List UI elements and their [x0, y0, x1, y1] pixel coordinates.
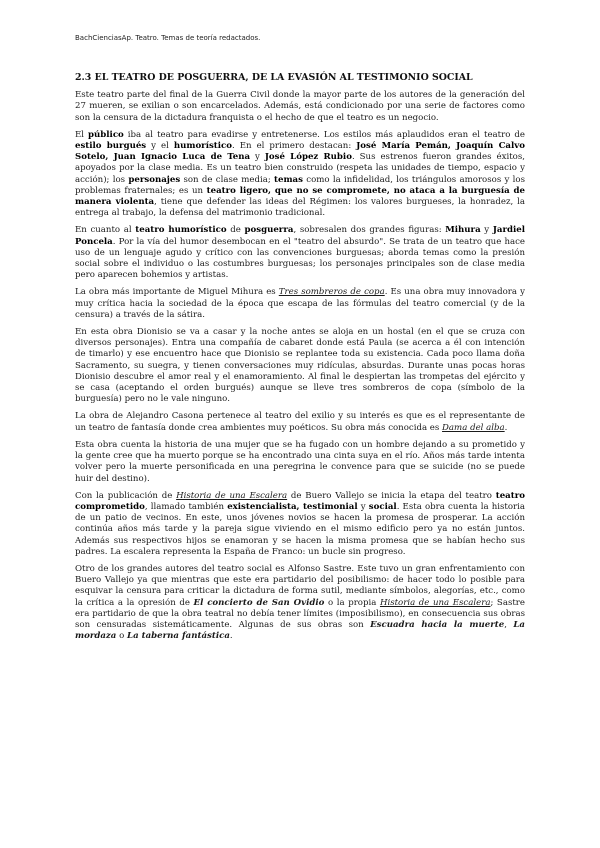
- text-run: como la infidelidad, los triángulos amorosos y los problemas fraternales; es un: [75, 174, 525, 196]
- text-run: .: [504, 422, 508, 433]
- text-run: y: [250, 152, 265, 163]
- text-run: La obra de Alejandro Casona pertenece al teatro del exilio y su interés es que es el representante de un teatro de fantasía donde crea ambientes muy poéticos. Su obra más conocida es: [75, 411, 525, 433]
- bold-text: Jardiel Poncela: [75, 225, 525, 247]
- text-run: o: [116, 631, 128, 642]
- text-run: de Buero Vallejo se inicia la etapa del teatro: [287, 490, 496, 501]
- text-run: . Esta obra cuenta la historia de un patio de vecinos. En este, unos jóvenes novios se hacen la promesa de prosperar. La acción continúa años más tarde y la pareja sigue viviendo en el mismo edificio pero ya no están juntos. Además sus respectivos hijos se enamoran y se hacen la misma promesa que se habían hecho sus padres. La escalera representa la España de Franco: un bucle sin progreso.: [75, 501, 526, 557]
- bold-text: público: [88, 129, 124, 140]
- text-run: El: [75, 129, 89, 140]
- paragraph-1: Este teatro parte del final de la Guerra Civil donde la mayor parte de los autores de la generación del 27 mueren, se exilian o son encarcelados. Además, está condicionado por una serie de factores como son la censura de la dictadura franquista o el hecho de que el teatro es un negocio.: [75, 90, 525, 123]
- paragraph-7: Esta obra cuenta la historia de una mujer que se ha fugado con un hombre dejando a su prometido y la gente cree que ha muerto porque se ha encontrado una cinta suya en el río. Años más tarde intenta volver pero la muerte personificada en una peregrina le convence para que se suicide (no se puede huir del destino).: [75, 439, 525, 484]
- work-title: El concierto de San Ovidio: [193, 597, 325, 608]
- text-run: o la propia: [324, 597, 380, 608]
- work-title: Dama del alba: [442, 422, 505, 433]
- bold-text: José María Pemán, Joaquín Calvo Sotelo, Juan Ignacio Luca de Tena: [75, 141, 525, 163]
- text-run: . Es una obra muy innovadora y muy crítica hacia la sociedad de la época que escapa de las fórmulas del teatro comercial (y de la censura) a través de la sátira.: [75, 287, 525, 320]
- bold-text: humorístico: [173, 141, 233, 152]
- text-run: . Por la vía del humor desembocan en el "teatro del absurdo". Se trata de un teatro que hace uso de un lenguaje agudo y crítico con las convenciones burguesas; aborda temas como la presión social sobre el individuo o las costumbres burguesas; los personajes principales son de clase media pero aparecen bohemios y artistas.: [75, 236, 525, 281]
- paragraph-8: [75, 491, 525, 558]
- text-run: Con la publicación de: [75, 490, 177, 501]
- text-run: Otro de los grandes autores del teatro social es Alfonso Sastre. Este tuvo un gran enfrentamiento con Buero Vallejo ya que mientras que este era partidario del posibilismo: de hacer todo lo posible para esquivar la censura para criticar la dictadura de forma sutil, mediante símbolos, alegorías, etc., como la crítica a la opresión de: [75, 563, 525, 608]
- bold-text: temas: [274, 174, 303, 185]
- text-run: ; Sastre era partidario de que la obra teatral no debía tener límites (imposibilismo), en consecuencia sus obras son censuradas sistemáticamente. Algunas de sus obras son: [75, 597, 526, 630]
- bold-text: personajes: [128, 174, 181, 185]
- paragraph-4: [75, 287, 525, 321]
- paragraph-2: [75, 130, 525, 220]
- text-run: de: [226, 225, 245, 236]
- paragraph-6: [75, 411, 525, 433]
- text-run: En cuanto al: [75, 225, 136, 236]
- document-body: [75, 72, 525, 648]
- bold-text: Mihura: [445, 225, 481, 236]
- text-run: y: [357, 501, 369, 512]
- text-run: La obra más importante de Miguel Mihura es: [75, 287, 279, 298]
- text-run: , tiene que defender las ideas del Régimen: los valores burgueses, la honradez, la entrega al trabajo, la defensa del matrimonio tradicional.: [75, 197, 525, 219]
- work-title: Tres sombreros de copa: [278, 287, 385, 298]
- bold-text: teatro humorístico: [135, 225, 227, 236]
- text-run: , sobresalen dos grandes figuras:: [293, 225, 446, 236]
- text-run: y el: [146, 141, 174, 152]
- text-run: . En el primero destacan:: [232, 141, 357, 152]
- text-run: son de clase media;: [180, 174, 275, 185]
- section-title: 2.3 EL TEATRO DE POSGUERRA, DE LA EVASIÓN AL TESTIMONIO SOCIAL: [75, 72, 473, 83]
- bold-text: estilo burgués: [75, 141, 147, 152]
- work-title: La taberna fantástica: [127, 631, 230, 642]
- bold-text: José López Rubio: [264, 152, 352, 163]
- bold-text: teatro comprometido: [75, 490, 525, 512]
- text-run: ,: [504, 619, 514, 630]
- text-run: , llamado también: [144, 501, 228, 512]
- text-run: .: [229, 631, 233, 642]
- text-run: y: [480, 225, 493, 236]
- paragraph-3: [75, 225, 525, 281]
- work-title: Escuadra hacia la muerte: [370, 619, 505, 630]
- work-title: Historia de una Escalera: [176, 490, 288, 501]
- bold-text: posguerra: [244, 225, 294, 236]
- text-run: . Sus estrenos fueron grandes éxitos, apoyados por la clase media. Es un teatro bien construido (respeta las unidades de tiempo, espacio y acción); los: [75, 152, 525, 185]
- bold-text: social: [368, 501, 397, 512]
- bold-text: existencialista, testimonial: [227, 501, 358, 512]
- paragraph-9: [75, 564, 525, 642]
- bold-text: teatro ligero, que no se compromete, no ataca a la burguesía de manera violenta: [75, 185, 525, 208]
- paragraph-5: En esta obra Dionisio se va a casar y la noche antes se aloja en un hostal (en el que se cruza con diversos personajes). Entra una compañía de cabaret donde está Paula (se acerca a él con intención de timarlo) y ese encuentro hace que Dionisio se replantee toda su existencia. Cada poco llama doña Sacramento, su suegra, y tienen conversaciones muy ridículas, absurdas. Durante unas pocas horas Dionisio descubre el amor real y el enamoramiento. Al final le despiertan las trompetas del ejército y se casa (aceptando el orden burgués) aunque se lleve tres sombreros de copa (símbolo de la burguesía) pero no le vale ninguno.: [75, 327, 525, 405]
- work-title: La mordaza: [75, 619, 525, 642]
- page-header: BachCienciasAp. Teatro. Temas de teoría redactados.: [75, 34, 261, 42]
- work-title: Historia de una Escalera: [379, 597, 491, 608]
- text-run: iba al teatro para evadirse y entretenerse. Los estilos más aplaudidos eran el teatro de: [123, 129, 525, 140]
